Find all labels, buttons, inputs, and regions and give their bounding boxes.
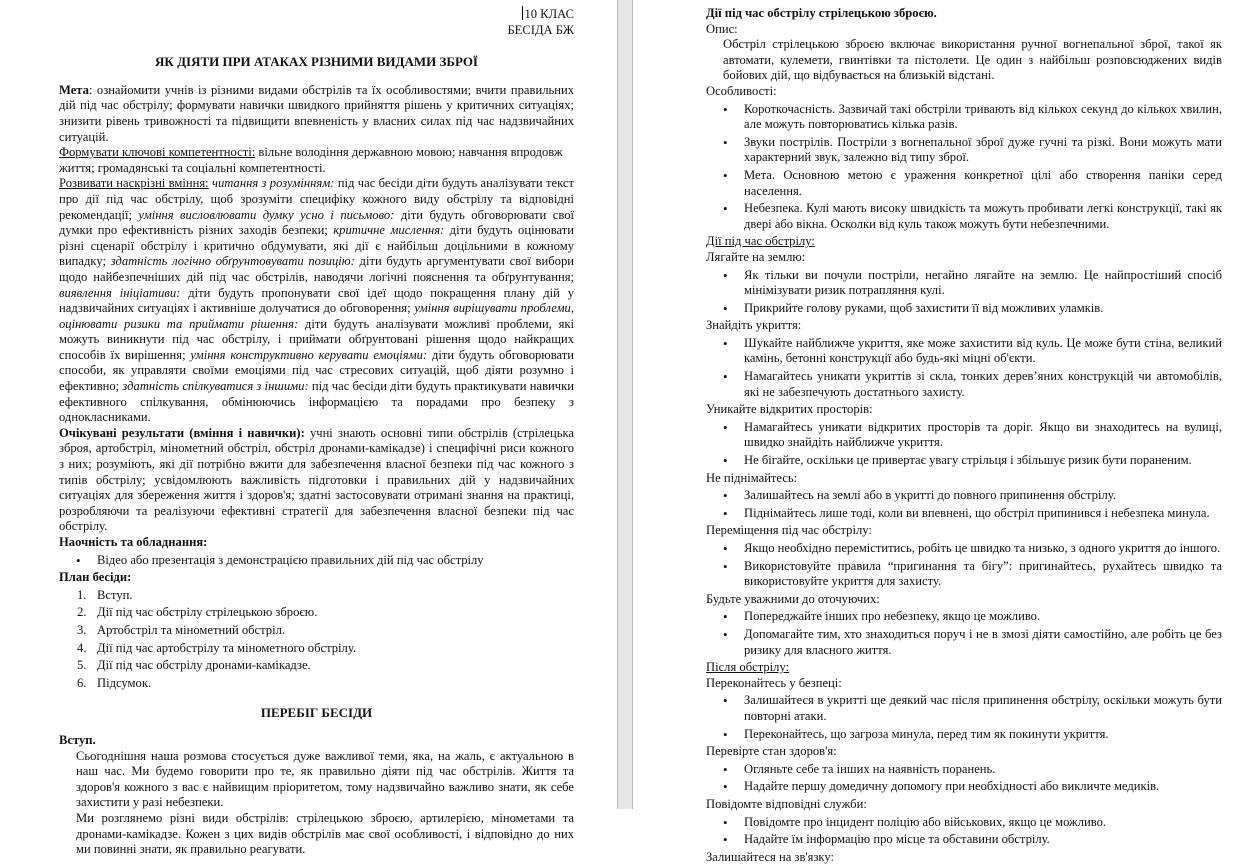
group-list (706, 815, 1222, 848)
list-item: • Допомагайте тим, хто знаходиться поруч і не в змозі діяти самостійно, але робіть це без ризику для власного життя. (706, 627, 1222, 658)
description-text: Обстріл стрілецькою зброєю включає використання ручної вогнепальної зброї, такої як автомати, кулемети, гвинтівки та пістолети. Це один з найбільш розповсюджених видів бойових дій, що відбувається на близькій відстані. (723, 37, 1222, 83)
list-item: • Небезпека. Кулі мають високу швидкість та можуть пробивати легкі конструкції, такі як двері або вікна. Осколки від куль також можуть бути небезпечними. (706, 201, 1222, 232)
intro-paragraph-2: Ми розглянемо різні види обстрілів: стрілецькою зброєю, артилерією, мінометами та дронами-камікадзе. Кожен з цих видів обстрілів має свої особливості, і відповідно до них ми повинні знати, як правильно реагувати. (76, 810, 574, 857)
features-list (706, 102, 1222, 233)
list-item: • Залишайтеся в укритті ще деякий час після припинення обстрілу, оскільки можуть бути повторні атаки. (706, 693, 1222, 724)
goal-paragraph: Мета: ознайомити учнів із різними видами обстрілів та їх особливостями; вчити правильних дій під час обстрілу; формувати навички швидкого прийняття рішень у критичних ситуаціях; знизити рівень тривожності та підвищити впевненість у власних силах під час надзвичайних ситуацій. (59, 82, 574, 144)
grade-header: 10 КЛАС (524, 7, 574, 21)
list-item: • Не бігайте, оскільки це привертає увагу стрільця і збільшує ризик бути пораненим. (706, 453, 1222, 469)
group-label: Будьте уважними до оточуючих: (706, 591, 880, 606)
expected-results-paragraph: Очікувані результати (вміння і навички): учні знають основні типи обстрілів (стрілецька зброя, артобстріл, мінометний обстріл, обстріл дронами-камікадзе) і специфічні риси кожного з них; розуміють, які дії потрібно вжити для забезпечення власної безпеки під час кожного з типів обстрілу; усвідомлюють важливість підготовки і правильних дій у надзвичайних ситуаціях для збереження життя і здоров'я; здатні застосовувати отримані знання на практиці, розробляючи та реалізуючи ефективні стратегії для забезпечення власної безпеки під час обстрілу. (59, 425, 574, 534)
list-item: • Переконайтесь, що загроза минула, перед тим як покинути укриття. (706, 727, 1222, 743)
page-2-content (706, 6, 1222, 865)
list-item: • Намагайтесь уникати укриттів зі скла, тонких дерев’яних конструкцій чи автомобілів, які не забезпечують достатнього захисту. (706, 369, 1222, 400)
list-item: • Попереджайте інших про небезпеку, якщо це можливо. (706, 609, 1222, 625)
group-list (706, 762, 1222, 795)
list-item: 4. Дії під час артобстрілу та мінометного обстрілу. (77, 640, 357, 655)
group-list (706, 609, 1222, 658)
group-list (706, 336, 1222, 400)
list-item: • Огляньте себе та інших на наявність поранень. (706, 762, 1222, 778)
description-label: Опис: (706, 21, 738, 36)
group-label: Уникайте відкритих просторів: (706, 402, 873, 417)
group-label: Перевірте стан здоров'я: (706, 744, 837, 759)
document-page-1[interactable] (0, 0, 617, 857)
key-competences-paragraph: Формувати ключові компетентності: вільне володіння державною мовою; навчання впродовж життя; громадянські та соціальні компетентності. (59, 145, 563, 175)
group-list (706, 420, 1222, 469)
list-item: • Як тільки ви почули постріли, негайно лягайте на землю. Це найпростіший спосіб мінімізувати ризик потрапляння кулі. (706, 268, 1222, 299)
document-title: ЯК ДІЯТИ ПРИ АТАКАХ РІЗНИМИ ВИДАМИ ЗБРОЇ (155, 54, 478, 70)
group-label: Не піднімайтесь: (706, 470, 798, 485)
group-label: Знайдіть укриття: (706, 318, 802, 333)
group-list (706, 541, 1222, 590)
after-heading: Після обстрілу: (706, 660, 790, 675)
group-label: Повідомте відповідні служби: (706, 796, 867, 811)
cross-skills-paragraph: Розвивати наскрізні вміння: читання з розумінням: під час бесіди діти будуть аналізувати текст про дії під час обстрілу, щоб зрозуміти специфіку кожного виду обстрілу та відповідні рекомендації; уміння висловлювати думку усно і письмово: діти будуть обговорювати свої думки про ефективність різних заходів безпеки; критичне мислення: діти будуть оцінювати різні сценарії обстрілу і критично обдумувати, які дії є найбільш доцільними в кожному випадку; здатність логічно обґрунтовувати позицію: діти будуть аргументувати свої вибори щодо найбезпечніших дій під час обстрілів, наводячи логічні пояснення та обґрунтування; виявлення ініціативи: діти будуть пропонувати свої ідеї щодо покращення плану дій у надзвичайних ситуаціях і активніше долучатися до обговорення; уміння вирішувати проблеми, оцінювати ризики та приймати рішення: діти будуть аналізувати можливі проблеми, які можуть виникнути під час обстрілу, і приймати обґрунтовані рішення щодо найкращих способів їх вирішення; уміння конструктивно керувати емоціями: діти будуть обговорювати способи, як управляти своїми емоціями під час стресових ситуацій, щоб діяти розумно і ефективно; здатність спілкуватися з іншими: під час бесіди діти будуть практикувати навички ефективного спілкування, обмінюючись інформацією та порадами про безпеку з однокласниками. (59, 176, 575, 425)
page-gap (617, 0, 633, 809)
group-label: Лягайте на землю: (706, 249, 806, 264)
list-item: • Повідомте про інцидент поліцію або військових, якщо це можливо. (706, 815, 1222, 831)
document-page-2[interactable] (633, 0, 1247, 864)
group-label: Переміщення під час обстрілу: (706, 523, 872, 538)
list-item: 5. Дії під час обстрілу дронами-камікадзе. (77, 658, 311, 673)
group-label: Залишайтеся на зв'язку: (706, 849, 835, 864)
intro-paragraph-1: Сьогоднішня наша розмова стосується дуже важливої теми, яка, на жаль, є актуальною в наш час. Ми будемо говорити про те, як правильно діяти під час обстрілів. Життя та здоров'я кожного з вас є найвищим пріоритетом, тому надзвичайно важливо знати, як себе захистити у разі небезпеки. (76, 748, 574, 810)
group-list (706, 268, 1222, 317)
list-item: • Використовуйте правила “пригинання та бігу”: пригинайтесь, рухайтесь швидко та використовуйте укриття для захисту. (706, 559, 1222, 590)
list-item: 6. Підсумок. (77, 675, 152, 690)
page-1-content (59, 6, 574, 858)
list-item: • Піднімайтесь лише тоді, коли ви впевнені, що обстріл припинився і небезпека минула. (706, 506, 1222, 522)
equipment-list (59, 553, 574, 569)
subject-header: БЕСІДА БЖ (507, 22, 574, 37)
list-item: 1. Вступ. (77, 587, 133, 602)
during-heading: Дії під час обстрілу: (706, 234, 815, 249)
equipment-heading: Наочність та обладнання: (59, 535, 208, 549)
list-item: • Мета. Основною метою є ураження конкретної цілі або створення паніки серед населення. (706, 168, 1222, 199)
list-item: • Звуки пострілів. Постріли з вогнепальної зброї дуже гучні та різкі. Вони можуть мати характерний звук, залежно від типу зброї. (706, 135, 1222, 166)
features-label: Особливості: (706, 83, 777, 98)
list-item: • Якщо необхідно переміститись, робіть це швидко та низько, з одного укриття до іншого. (706, 541, 1222, 557)
list-item: • Відео або презентація з демонстрацією правильних дій під час обстрілу (59, 553, 574, 569)
intro-heading: Вступ. (59, 732, 96, 747)
plan-list (59, 588, 574, 692)
list-item: • Залишайтесь на землі або в укритті до повного припинення обстрілу. (706, 488, 1222, 504)
list-item: 2. Дії під час обстрілу стрілецькою зброєю. (77, 605, 318, 620)
list-item: • Надайте їм інформацію про місце та обставини обстрілу. (706, 832, 1222, 848)
list-item: • Намагайтесь уникати відкритих просторів та доріг. Якщо ви знаходитесь на вулиці, швидко знайдіть найближче укриття. (706, 420, 1222, 451)
group-list (706, 693, 1222, 742)
list-item: • Шукайте найближче укриття, яке може захистити від куль. Це може бути стіна, великий камінь, бетонні конструкції або будь-які міцні об'єкти. (706, 336, 1222, 367)
course-title: ПЕРЕБІГ БЕСІДИ (260, 705, 373, 721)
group-label: Переконайтесь у безпеці: (706, 675, 842, 690)
plan-heading: План бесіди: (59, 570, 132, 585)
list-item: • Надайте першу домедичну допомогу при необхідності або викличте медиків. (706, 779, 1222, 795)
list-item: • Короткочасність. Зазвичай такі обстріли тривають від кількох секунд до кількох хвилин, але можуть повторюватись кілька разів. (706, 102, 1222, 133)
list-item: • Прикрийте голову руками, щоб захистити її від можливих уламків. (706, 301, 1222, 317)
small-arms-heading: Дії під час обстрілу стрілецькою зброєю. (706, 6, 937, 20)
list-item: 3. Артобстріл та мінометний обстріл. (77, 622, 286, 637)
group-list (706, 488, 1222, 521)
